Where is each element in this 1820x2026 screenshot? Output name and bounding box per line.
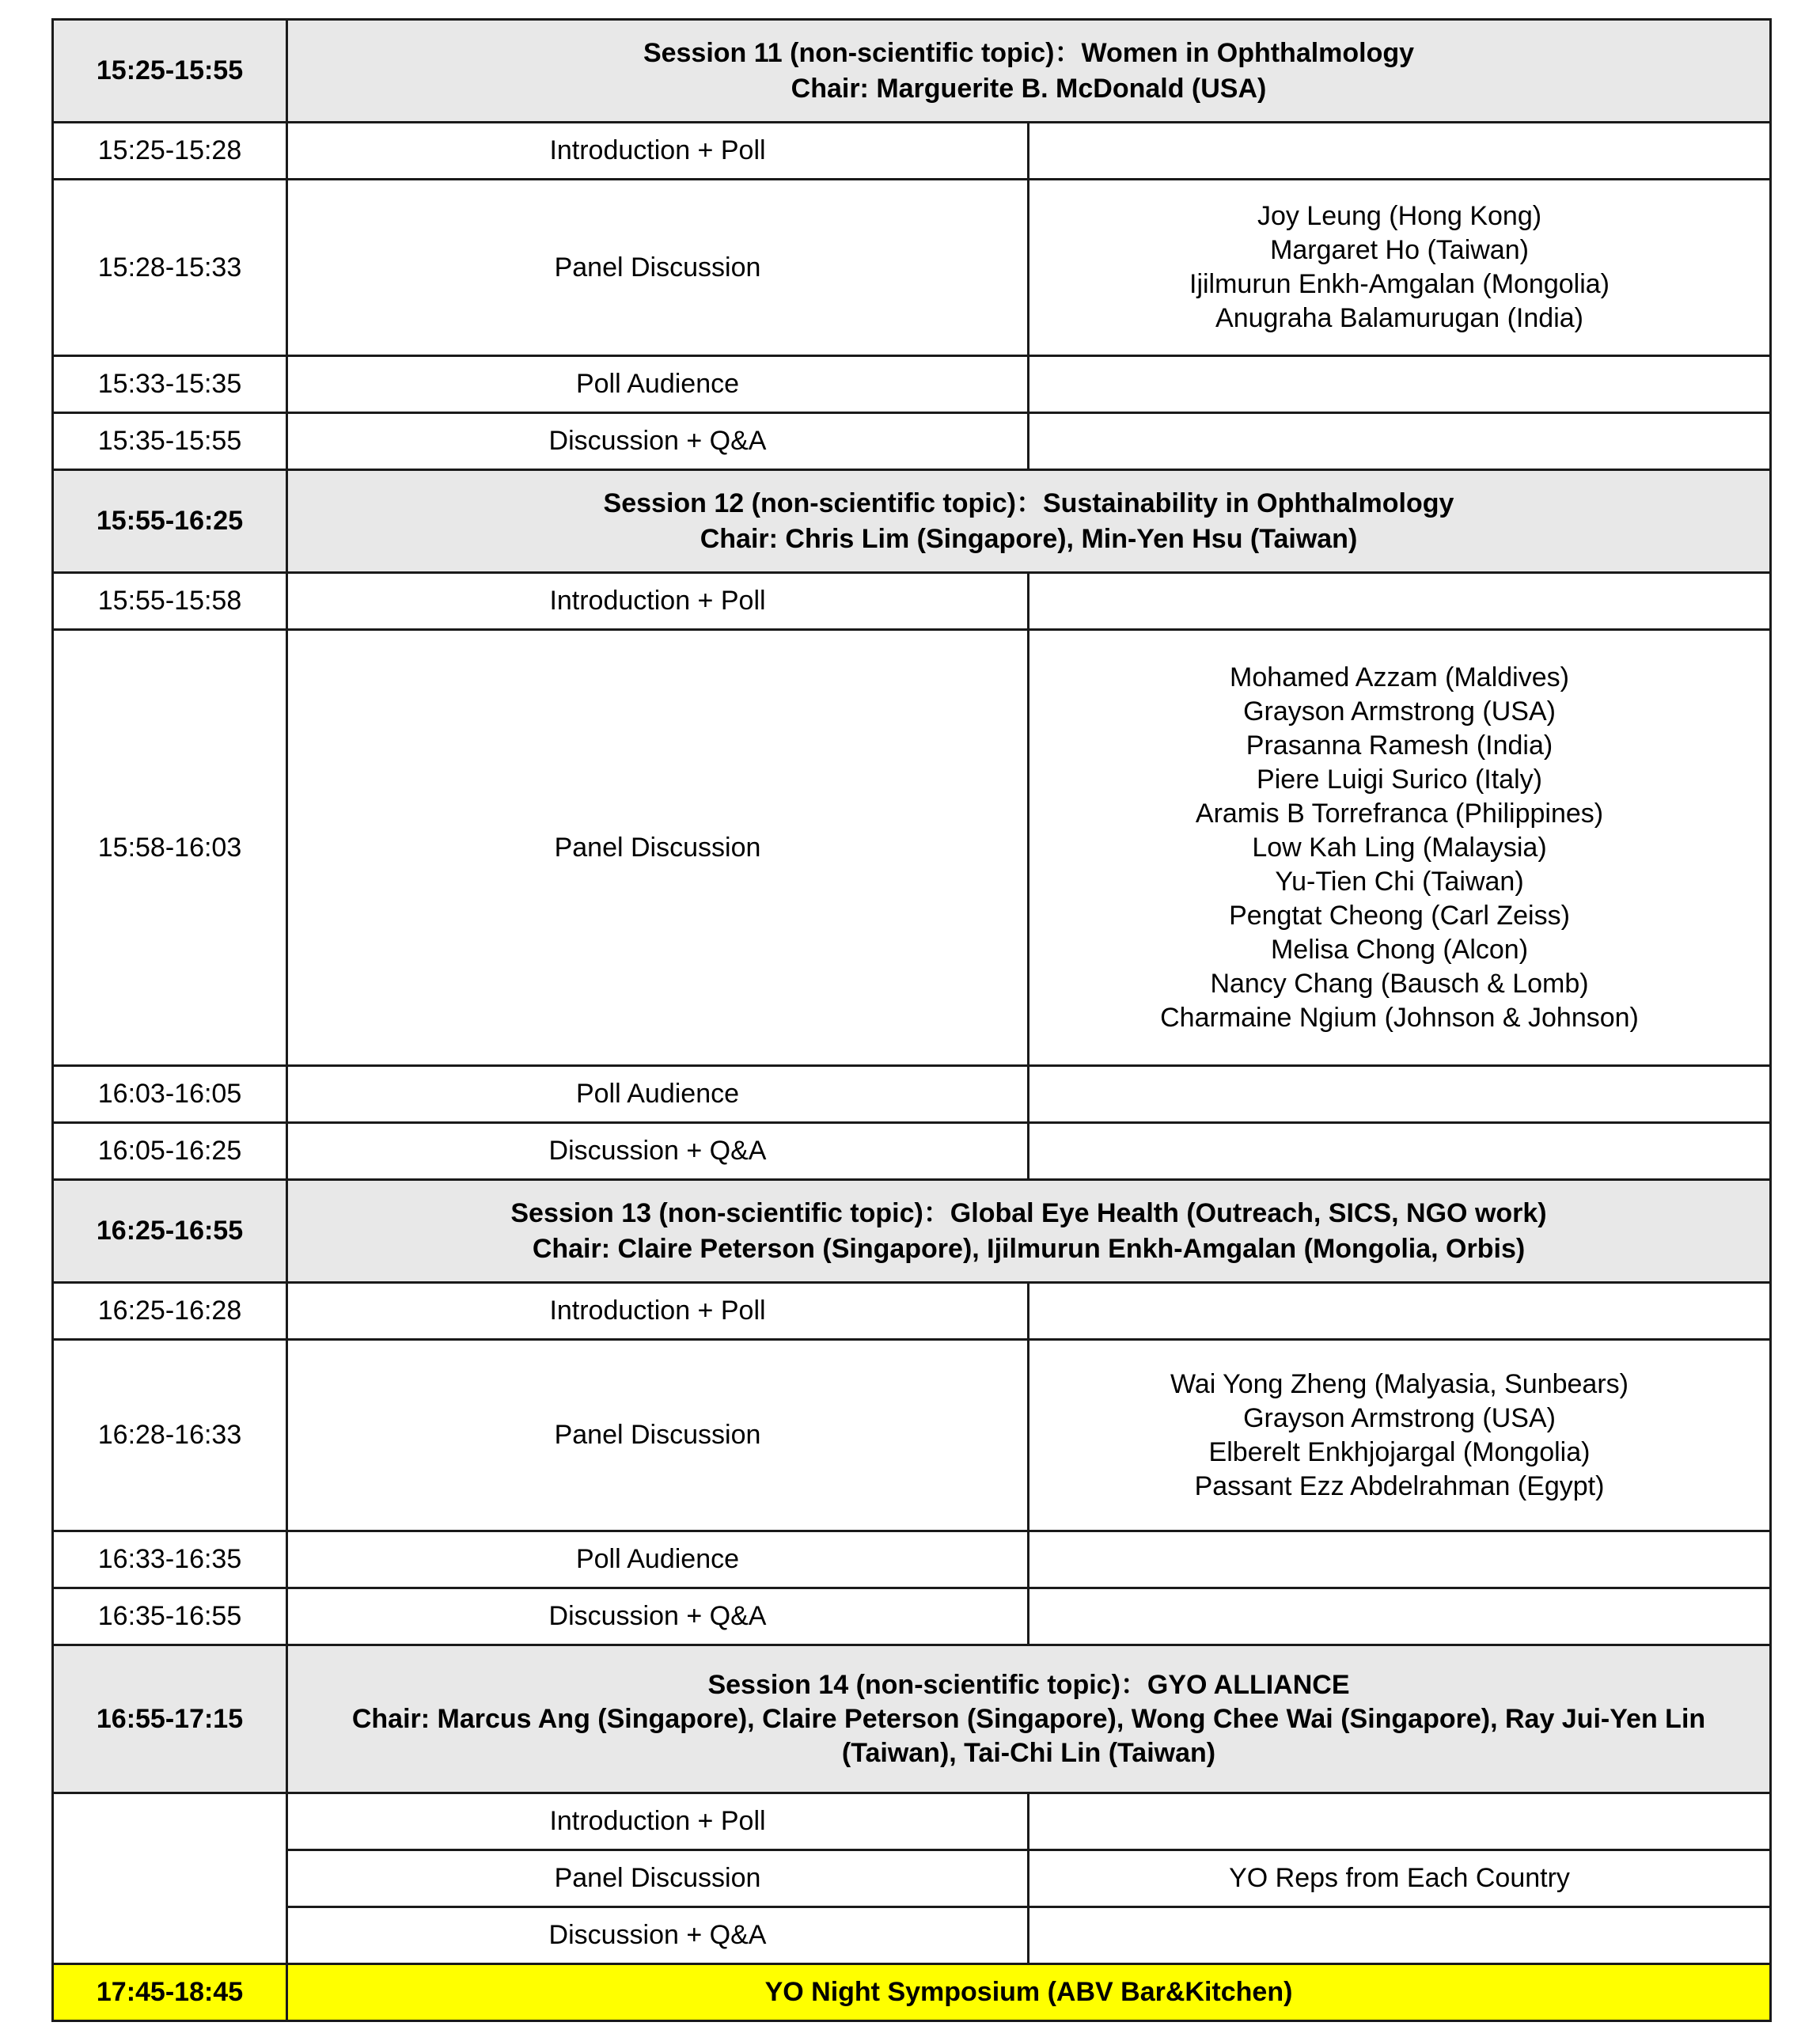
session-title-cell (287, 1645, 1771, 1793)
session-title-cell (287, 470, 1771, 573)
item-topic: Introduction + Poll (287, 1793, 1029, 1850)
item-speakers (1029, 356, 1771, 413)
schedule-table (51, 18, 1772, 2022)
table-row (53, 1340, 1771, 1531)
speaker: Grayson Armstrong (USA) (1243, 696, 1556, 727)
table-row (53, 123, 1771, 180)
session-time: 15:55-16:25 (53, 470, 287, 573)
speaker: Piere Luigi Surico (Italy) (1257, 764, 1542, 795)
item-speakers (1029, 1793, 1771, 1850)
speaker: Joy Leung (Hong Kong) (1257, 201, 1542, 231)
table-row (53, 1123, 1771, 1180)
session-header-row (53, 20, 1771, 123)
session-title: Session 11 (non-scientific topic)：Women in Ophthalmology (643, 37, 1415, 68)
speaker: Grayson Armstrong (USA) (1243, 1402, 1556, 1433)
item-topic: Discussion + Q&A (287, 1123, 1029, 1180)
evening-row (53, 1964, 1771, 2021)
item-topic: Poll Audience (287, 1066, 1029, 1123)
item-time-empty (53, 1793, 287, 1964)
item-speakers (1029, 1123, 1771, 1180)
table-row (53, 1066, 1771, 1123)
session-time: 15:25-15:55 (53, 20, 287, 123)
session-header-row (53, 1180, 1771, 1283)
item-topic: Discussion + Q&A (287, 413, 1029, 470)
session-chair: Chair: Marcus Ang (Singapore), Claire Peterson (Singapore), Wong Chee Wai (Singapore), Ray Jui-Yen Lin (351, 1703, 1706, 1734)
item-topic: Panel Discussion (287, 1850, 1029, 1907)
table-row (53, 573, 1771, 630)
table-row (53, 413, 1771, 470)
table-row (53, 1850, 1771, 1907)
item-time: 15:35-15:55 (53, 413, 287, 470)
session-title: Session 14 (non-scientific topic)：GYO ALLIANCE (707, 1669, 1350, 1700)
speaker: Mohamed Azzam (Maldives) (1230, 662, 1569, 692)
item-topic: Introduction + Poll (287, 1283, 1029, 1340)
item-speakers (1029, 1283, 1771, 1340)
speaker: Margaret Ho (Taiwan) (1270, 235, 1529, 265)
item-speakers (1029, 123, 1771, 180)
session-chair: Chair: Marguerite B. McDonald (USA) (791, 73, 1267, 104)
item-speakers (1029, 573, 1771, 630)
item-topic: Panel Discussion (287, 180, 1029, 356)
session-chair: Chair: Chris Lim (Singapore), Min-Yen Hsu (Taiwan) (700, 523, 1358, 554)
item-speakers (1029, 1588, 1771, 1645)
session-chair: Chair: Claire Peterson (Singapore), Ijilmurun Enkh-Amgalan (Mongolia, Orbis) (532, 1233, 1526, 1264)
speaker: Aramis B Torrefranca (Philippines) (1195, 798, 1604, 829)
item-speakers: YO Reps from Each Country (1029, 1850, 1771, 1907)
item-speakers (1029, 630, 1771, 1066)
session-time: 16:55-17:15 (53, 1645, 287, 1793)
item-topic: Introduction + Poll (287, 573, 1029, 630)
session-title: Session 13 (non-scientific topic)：Global Eye Health (Outreach, SICS, NGO work) (510, 1197, 1547, 1228)
table-row (53, 356, 1771, 413)
session-title-cell (287, 20, 1771, 123)
table-row (53, 1531, 1771, 1588)
item-time: 15:58-16:03 (53, 630, 287, 1066)
speaker: Charmaine Ngium (Johnson & Johnson) (1160, 1002, 1639, 1033)
session-title: Session 12 (non-scientific topic)：Sustainability in Ophthalmology (603, 488, 1454, 518)
speaker: Passant Ezz Abdelrahman (Egypt) (1194, 1470, 1605, 1501)
item-topic: Panel Discussion (287, 1340, 1029, 1531)
session-time: 16:25-16:55 (53, 1180, 287, 1283)
speaker: Yu-Tien Chi (Taiwan) (1275, 866, 1524, 897)
item-topic: Discussion + Q&A (287, 1588, 1029, 1645)
table-row (53, 1793, 1771, 1850)
session-chair-continued: (Taiwan), Tai-Chi Lin (Taiwan) (841, 1737, 1216, 1768)
item-speakers (1029, 1066, 1771, 1123)
item-time: 16:25-16:28 (53, 1283, 287, 1340)
item-speakers (1029, 1531, 1771, 1588)
speaker: Low Kah Ling (Malaysia) (1252, 832, 1547, 863)
item-topic: Discussion + Q&A (287, 1907, 1029, 1964)
item-time: 15:25-15:28 (53, 123, 287, 180)
speaker: Pengtat Cheong (Carl Zeiss) (1229, 900, 1570, 931)
session-header-row (53, 1645, 1771, 1793)
speaker: Anugraha Balamurugan (India) (1215, 303, 1583, 333)
item-time: 16:03-16:05 (53, 1066, 287, 1123)
table-row (53, 1907, 1771, 1964)
session-title-cell (287, 1180, 1771, 1283)
speaker: Nancy Chang (Bausch & Lomb) (1210, 968, 1589, 999)
item-topic: Introduction + Poll (287, 123, 1029, 180)
item-speakers (1029, 180, 1771, 356)
item-time: 15:28-15:33 (53, 180, 287, 356)
speaker: Elberelt Enkhjojargal (Mongolia) (1208, 1436, 1591, 1467)
table-row (53, 1283, 1771, 1340)
item-time: 15:55-15:58 (53, 573, 287, 630)
speaker: Melisa Chong (Alcon) (1270, 934, 1529, 965)
evening-time: 17:45-18:45 (53, 1964, 287, 2021)
speaker: Wai Yong Zheng (Malyasia, Sunbears) (1170, 1368, 1629, 1399)
speaker: Prasanna Ramesh (India) (1246, 730, 1553, 761)
item-speakers (1029, 413, 1771, 470)
item-time: 16:35-16:55 (53, 1588, 287, 1645)
item-speakers (1029, 1340, 1771, 1531)
item-topic: Poll Audience (287, 1531, 1029, 1588)
item-time: 16:05-16:25 (53, 1123, 287, 1180)
session-header-row (53, 470, 1771, 573)
item-time: 16:28-16:33 (53, 1340, 287, 1531)
evening-title: YO Night Symposium (ABV Bar&Kitchen) (287, 1964, 1771, 2021)
item-time: 15:33-15:35 (53, 356, 287, 413)
item-speakers (1029, 1907, 1771, 1964)
table-row (53, 1588, 1771, 1645)
table-row (53, 630, 1771, 1066)
item-topic: Panel Discussion (287, 630, 1029, 1066)
table-row (53, 180, 1771, 356)
item-topic: Poll Audience (287, 356, 1029, 413)
item-time: 16:33-16:35 (53, 1531, 287, 1588)
speaker: Ijilmurun Enkh-Amgalan (Mongolia) (1189, 269, 1610, 299)
